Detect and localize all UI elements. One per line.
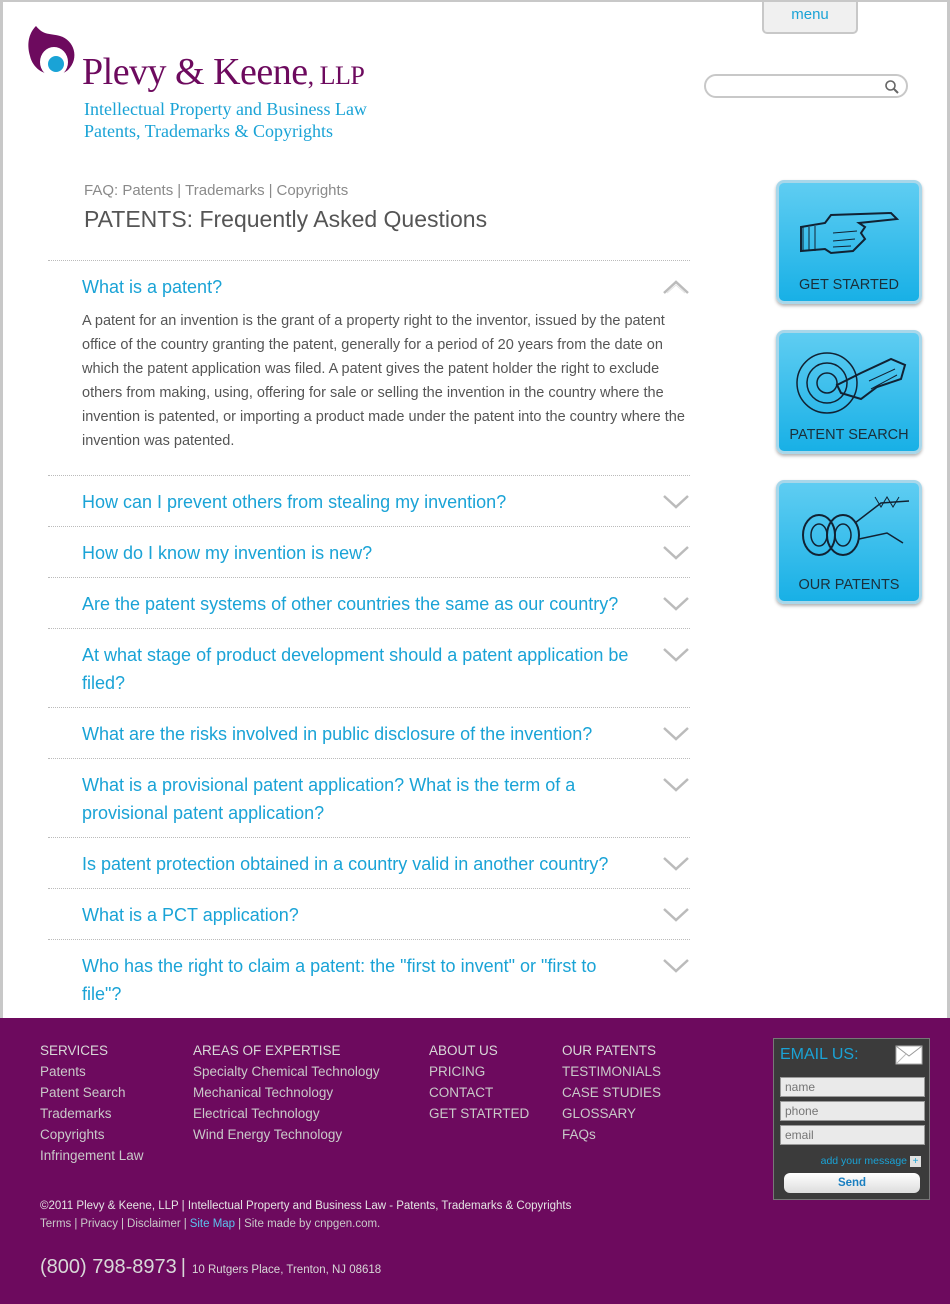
faq-list [48, 260, 690, 1019]
faq-item[interactable] [48, 888, 690, 939]
footer-bottom-links [40, 1218, 380, 1230]
email-us-title: EMAIL US: [780, 1046, 859, 1063]
faq-question[interactable]: Who has the right to claim a patent: the "first to invent" or "first to file"? [82, 956, 597, 1004]
copyright-text: ©2011 Plevy & Keene, LLP | Intellectual Property and Business Law - Patents, Trademarks & Copyrights [40, 1200, 572, 1212]
footer-link-infringement-law[interactable]: Infringement Law [40, 1148, 144, 1163]
email-us-form [773, 1038, 930, 1200]
address: 10 Rutgers Place, Trenton, NJ 08618 [191, 1264, 382, 1276]
site-credit-link[interactable]: Site made by cnpgen.com. [244, 1218, 381, 1230]
page-title: PATENTS: Frequently Asked Questions [84, 206, 488, 232]
chevron-down-icon[interactable] [662, 647, 690, 663]
footer-link-copyrights[interactable]: Copyrights [40, 1127, 105, 1142]
menu-button[interactable]: menu [762, 2, 858, 34]
faq-question[interactable]: What is a PCT application? [82, 905, 299, 925]
our-patents-label: OUR PATENTS [798, 577, 900, 593]
chevron-down-icon[interactable] [662, 856, 690, 872]
faq-question[interactable]: What is a provisional patent application? What is the term of a provisional patent application? [82, 775, 576, 823]
breadcrumb-prefix: FAQ: Patents [84, 182, 174, 199]
our-patents-button[interactable] [776, 480, 922, 604]
link-separator: | [238, 1218, 242, 1230]
add-message-link[interactable] [821, 1155, 921, 1167]
faq-item[interactable] [48, 628, 690, 707]
link-separator: | [183, 1218, 187, 1230]
target-hand-icon [791, 343, 911, 423]
breadcrumb-separator: | [177, 182, 182, 199]
envelope-icon [895, 1045, 923, 1065]
logo[interactable] [22, 22, 442, 142]
faq-item[interactable] [48, 475, 690, 526]
faq-question[interactable]: What are the risks involved in public disclosure of the invention? [82, 724, 593, 744]
footer-link-trademarks[interactable]: Trademarks [40, 1106, 112, 1121]
search-box [704, 74, 908, 98]
breadcrumb-copyrights[interactable]: Copyrights [276, 182, 349, 199]
footer-link-faqs[interactable]: FAQs [562, 1127, 596, 1142]
footer-our-patents-heading[interactable]: OUR PATENTS [562, 1043, 657, 1058]
footer-services-heading[interactable]: SERVICES [40, 1043, 109, 1058]
tagline-line-2: Patents, Trademarks & Copyrights [84, 121, 334, 141]
patent-drawing-icon [791, 493, 911, 573]
phone-number[interactable]: (800) 798-8973 [40, 1256, 177, 1278]
footer-expertise-column [193, 1040, 380, 1145]
faq-question[interactable]: At what stage of product development should a patent application be filed? [82, 645, 629, 693]
chevron-down-icon[interactable] [662, 494, 690, 510]
disclaimer-link[interactable]: Disclaimer [127, 1218, 181, 1230]
search-input[interactable] [716, 78, 876, 94]
contact-line [40, 1256, 381, 1279]
footer-link-case-studies[interactable]: CASE STUDIES [562, 1085, 662, 1100]
link-separator: | [74, 1218, 78, 1230]
plus-icon[interactable]: + [910, 1156, 921, 1167]
chevron-down-icon[interactable] [662, 777, 690, 793]
footer-patents-column [562, 1040, 661, 1145]
footer-link-mechanical[interactable]: Mechanical Technology [193, 1085, 334, 1100]
link-separator: | [121, 1218, 125, 1230]
footer [0, 1018, 950, 1304]
footer-link-wind-energy[interactable]: Wind Energy Technology [193, 1127, 343, 1142]
email-phone-field[interactable] [780, 1101, 925, 1121]
footer-about-column [429, 1040, 529, 1124]
footer-services-column [40, 1040, 144, 1166]
faq-item[interactable] [48, 758, 690, 837]
footer-link-get-started[interactable]: GET STATRTED [429, 1106, 530, 1121]
faq-item[interactable] [48, 577, 690, 628]
faq-question[interactable]: Are the patent systems of other countries the same as our country? [82, 594, 619, 614]
footer-link-patent-search[interactable]: Patent Search [40, 1085, 126, 1100]
get-started-label: GET STARTED [799, 277, 899, 293]
chevron-down-icon[interactable] [662, 907, 690, 923]
breadcrumb-separator: | [268, 182, 273, 199]
privacy-link[interactable]: Privacy [80, 1218, 119, 1230]
pointing-hand-icon [791, 193, 911, 273]
chevron-up-icon[interactable] [662, 279, 690, 295]
footer-link-pricing[interactable]: PRICING [429, 1064, 486, 1079]
email-name-field[interactable] [780, 1077, 925, 1097]
terms-link[interactable]: Terms [40, 1218, 72, 1230]
footer-link-contact[interactable]: CONTACT [429, 1085, 494, 1100]
search-icon[interactable] [884, 79, 900, 95]
phone-separator: | [180, 1256, 186, 1278]
footer-expertise-heading[interactable]: AREAS OF EXPERTISE [193, 1043, 341, 1058]
firm-tagline [84, 98, 367, 142]
faq-question[interactable]: What is a patent? [82, 277, 223, 297]
send-button[interactable]: Send [784, 1173, 920, 1193]
chevron-down-icon[interactable] [662, 545, 690, 561]
tagline-line-1: Intellectual Property and Business Law [84, 99, 367, 119]
faq-item[interactable] [48, 939, 690, 1019]
breadcrumb-trademarks[interactable]: Trademarks [185, 182, 265, 199]
faq-item[interactable] [48, 526, 690, 577]
patent-search-label: PATENT SEARCH [789, 427, 909, 443]
breadcrumb [84, 182, 348, 199]
footer-link-specialty-chemical[interactable]: Specialty Chemical Technology [193, 1064, 380, 1079]
site-map-link[interactable]: Site Map [189, 1218, 236, 1230]
faq-item[interactable] [48, 837, 690, 888]
email-email-field[interactable] [780, 1125, 925, 1145]
footer-about-heading[interactable]: ABOUT US [429, 1043, 498, 1058]
footer-link-patents[interactable]: Patents [40, 1064, 86, 1079]
footer-link-testimonials[interactable]: TESTIMONIALS [562, 1064, 662, 1079]
faq-answer: A patent for an invention is the grant of a property right to the inventor, issued by the patent office of the country granting the patent, generally for a period of 20 years from the date on which the patent application was filed. A patent gives the patent holder the right to exclude others from making, using, offering for sale or selling the invention in the country where the invention is patented, or importing a product made under the patent into the country where the invention was patented. [82, 313, 685, 449]
chevron-down-icon[interactable] [662, 958, 690, 974]
get-started-button[interactable] [776, 180, 922, 304]
faq-item[interactable] [48, 707, 690, 758]
footer-link-electrical[interactable]: Electrical Technology [193, 1106, 320, 1121]
firm-name: Plevy & Keene, LLP [82, 51, 365, 93]
logo-eye-icon [22, 22, 82, 94]
add-message-label: add your message [820, 1155, 907, 1167]
faq-question[interactable]: Is patent protection obtained in a country valid in another country? [82, 854, 609, 874]
faq-item[interactable] [48, 260, 690, 475]
footer-link-glossary[interactable]: GLOSSARY [562, 1106, 637, 1121]
chevron-down-icon[interactable] [662, 596, 690, 612]
faq-question[interactable]: How can I prevent others from stealing my invention? [82, 492, 507, 512]
patent-search-button[interactable] [776, 330, 922, 454]
chevron-down-icon[interactable] [662, 726, 690, 742]
faq-question[interactable]: How do I know my invention is new? [82, 543, 373, 563]
